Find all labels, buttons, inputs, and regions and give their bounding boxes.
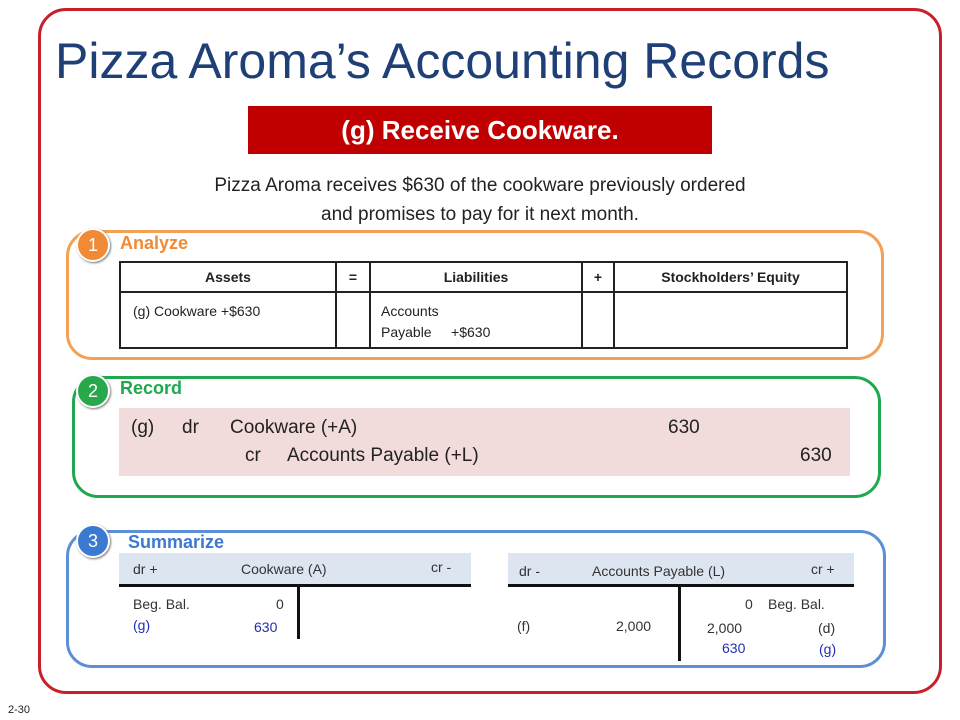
assets-header: Assets xyxy=(119,261,337,293)
payable-d-value: 2,000 xyxy=(707,620,743,636)
assets-entry: (g) Cookware +$630 xyxy=(133,303,261,319)
step-1-label: Analyze xyxy=(120,233,189,253)
payable-beg-bal-label: Beg. Bal. xyxy=(768,596,825,612)
journal-cr: cr xyxy=(245,445,261,466)
step-2-label: Record xyxy=(120,378,183,398)
page-title: Pizza Aroma’s Accounting Records xyxy=(55,33,830,89)
payable-dr-label: dr - xyxy=(519,563,540,579)
cookware-cr-label: cr - xyxy=(431,559,452,575)
equity-header: Stockholders’ Equity xyxy=(613,261,848,293)
payable-cr-label: cr + xyxy=(811,561,835,577)
step-1-badge: 1 xyxy=(76,228,110,262)
description-line-1: Pizza Aroma receives $630 of the cookware previously ordered xyxy=(214,175,746,196)
journal-dr: dr xyxy=(182,417,199,438)
step-3-badge: 3 xyxy=(76,524,110,558)
assets-cell xyxy=(119,291,337,349)
liabilities-entry-line-2: Payable +$630 xyxy=(381,324,491,340)
page-number: 2-30 xyxy=(8,704,31,716)
plus-cell xyxy=(581,291,615,349)
journal-credit-account: Accounts Payable (+L) xyxy=(287,445,479,466)
cookware-dr-label: dr + xyxy=(133,561,158,577)
journal-credit-amount: 630 xyxy=(800,445,832,466)
plus-header: + xyxy=(581,261,615,293)
liabilities-header: Liabilities xyxy=(369,261,583,293)
payable-d-label: (d) xyxy=(818,620,836,636)
payable-g-value: 630 xyxy=(722,640,746,656)
journal-ref: (g) xyxy=(131,417,155,438)
cookware-g-label: (g) xyxy=(133,617,151,633)
cookware-account-title: Cookware (A) xyxy=(241,561,327,577)
payable-f-label: (f) xyxy=(517,618,531,634)
equals-cell xyxy=(335,291,371,349)
payable-beg-bal-value: 0 xyxy=(745,596,753,612)
liabilities-entry-line-1: Accounts xyxy=(381,303,439,319)
liabilities-cell xyxy=(369,291,583,349)
journal-entry xyxy=(119,408,850,476)
description-line-2: and promises to pay for it next month. xyxy=(321,204,639,225)
journal-debit-account: Cookware (+A) xyxy=(230,417,358,438)
transaction-description xyxy=(110,171,850,229)
cookware-g-value: 630 xyxy=(254,619,278,635)
step-3-label: Summarize xyxy=(128,532,225,552)
payable-g-label: (g) xyxy=(819,641,837,657)
transaction-banner: (g) Receive Cookware. xyxy=(248,106,712,154)
payable-account-title: Accounts Payable (L) xyxy=(592,563,726,579)
journal-debit-amount: 630 xyxy=(668,417,700,438)
equity-cell xyxy=(613,291,848,349)
step-2-badge: 2 xyxy=(76,374,110,408)
payable-t-account-divider xyxy=(678,587,681,661)
equals-header: = xyxy=(335,261,371,293)
cookware-beg-bal-label: Beg. Bal. xyxy=(133,596,190,612)
payable-t-account-header xyxy=(508,553,854,587)
cookware-t-account-header xyxy=(119,553,471,587)
cookware-beg-bal-value: 0 xyxy=(276,596,284,612)
payable-f-value: 2,000 xyxy=(616,618,652,634)
cookware-t-account-divider xyxy=(297,587,300,639)
